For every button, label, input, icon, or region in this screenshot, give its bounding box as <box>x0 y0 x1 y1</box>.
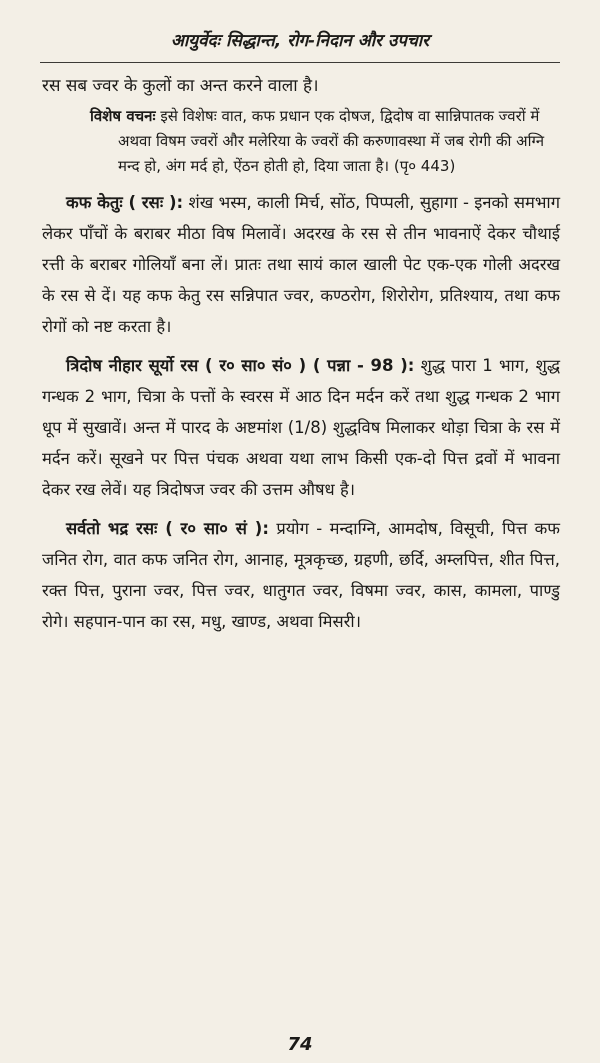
section-text: प्रयोग - मन्दाग्नि, आमदोष, विसूची, पित्त कफ जनित रोग, वात कफ जनित रोग, आनाह, मूत्रकृच्छ, ग्रहणी, छर्दि, अम्लपित्त, शीत पित्त, रक्त पित्त, पुराना ज्वर, पित्त ज्वर, धातुगत ज्वर, विषमा ज्वर, कास, कामला, पाण्डु रोगे। सहपान-पान का रस, मधु, खाण्ड, अथवा मिसरी। <box>42 519 561 631</box>
section-heading: त्रिदोष नीहार सूर्यो रस ( र० सा० सं० ) ( पन्ना - 98 ): <box>66 356 415 375</box>
note-paragraph <box>42 104 560 179</box>
running-header: आयुर्वेदः सिद्धान्त, रोग-निदान और उपचार <box>170 31 430 51</box>
section-kaph-ketu <box>42 187 560 342</box>
page-number: 74 <box>287 1034 313 1055</box>
note-label: विशेष वचनः <box>90 107 156 125</box>
section-sarvato-bhadra <box>42 513 560 637</box>
section-tridosh-nihar <box>42 350 560 505</box>
section-text: शुद्ध पारा 1 भाग, शुद्ध गन्धक 2 भाग, चित्रा के पत्तों के स्वरस में आठ दिन मर्दन करें तथा शुद्ध गन्धक 2 भाग धूप में सुखावें। अन्त में पारद के अष्टमांश (1/8) शुद्धविष मिलाकर थोड़ा चित्रा के रस में मर्दन करें। सूखने पर पित्त पंचक अथवा यथा लाभ किसी एक-दो पित्त द्रवों में भावना देकर रख लेवें। यह त्रिदोषज ज्वर की उत्तम औषध है। <box>42 356 561 499</box>
section-heading: सर्वतो भद्र रसः ( र० सा० सं ): <box>66 519 269 538</box>
note-text: इसे विशेषः वात, कफ प्रधान एक दोषज, द्विदोष वा सान्निपातक ज्वरों में अथवा विषम ज्वरों और मलेरिया के ज्वरों की करुणावस्था में जब रोगी की अग्नि मन्द हो, अंग मर्द हो, ऐंठन होती हो, दिया जाता है। (पृ० 443) <box>118 107 545 175</box>
lead-paragraph: रस सब ज्वर के कुलों का अन्त करने वाला है। <box>42 76 319 96</box>
section-heading: कफ केतुः ( रसः ): <box>66 193 184 212</box>
section-text: शंख भस्म, काली मिर्च, सोंठ, पिप्पली, सुहागा - इनको समभाग लेकर पाँचों के बराबर मीठा विष मिलावें। अदरख के रस से तीन भावनाऐं देकर चौथाई रत्ती के बराबर गोलियाँ बना लें। प्रातः तथा सायं काल खाली पेट एक-एक गोली अदरख के रस से दें। यह कफ केतु रस सन्निपात ज्वर, कण्ठरोग, शिरोरोग, प्रतिश्याय, तथा कफ रोगों को नष्ट करता है। <box>42 193 560 336</box>
header-rule <box>40 62 560 63</box>
page-body <box>42 70 560 637</box>
